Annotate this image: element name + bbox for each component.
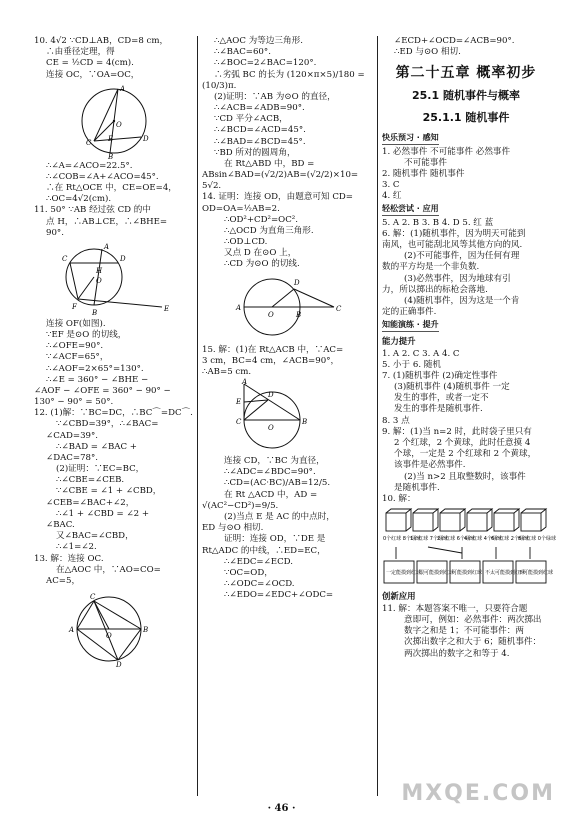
text-line: 1. 必然事件 不可能事件 必然事件 [382,146,511,157]
text-line: ∠ECD+∠OCD=∠ACB=90°. [394,36,515,46]
text-line: 个球，一定是 2 个红球和 2 个黄球， [394,449,537,460]
circle-figure-q13 [34,589,184,670]
text-line: 在 Rt △ACD 中，AD = [224,489,318,500]
svg-text:A: A [242,378,248,387]
text-line: 又点 D 在⊙O 上， [224,248,297,259]
svg-text:C: C [90,593,96,602]
svg-text:C: C [62,254,68,263]
text-line: ∴∠BCD=∠ACD=45°. [214,125,306,136]
svg-text:D: D [120,254,126,263]
text-line: 南风，也可能刮北风等其他方向的风. [382,240,523,251]
box-top-label: 0个红球 8个绿球 [383,536,421,543]
svg-text:E: E [236,398,242,407]
text-line: ∴∠BOC=2∠BAC=120°. [214,58,317,69]
text-line: ∴∠EDO=∠EDC+∠ODC= [224,590,334,601]
text-line: ∴由垂径定理，得 [46,47,115,58]
svg-text:E: E [164,304,170,313]
box-bottom-label: 一定能摸到红球 [386,570,422,577]
text-line: ∴∠ADC=∠BDC=90°. [224,467,316,478]
text-line: ∴∠A=∠ACO=22.5°. [46,160,133,171]
text-line: 证明：连接 OD，∵DE 是 [224,534,326,545]
text-line: 2. 随机事件 随机事件 [382,168,465,179]
svg-text:C: C [86,138,92,147]
text-line: OD=OA=½AB=2. [202,203,280,214]
text-line: ∴∠COB=∠A+∠ACO=45°. [46,171,159,182]
svg-text:A: A [69,626,75,635]
svg-text:B: B [92,308,98,317]
svg-text:A: A [120,84,126,93]
subheading-innovation: 创新应用 [382,591,416,602]
text-line: √(AC²−CD²)=9/5. [202,500,279,511]
section-badge-practice: 知能演练 · 提升 [382,320,439,331]
text-line: 又∠BAC=∠CBD， [56,531,134,542]
text-line: 在 Rt△ABD 中，BD = [224,158,315,169]
page-number: · 46 · [267,803,296,814]
text-line: (4)随机事件，因为这是一个肯 [404,295,520,306]
text-line: ∴∠CBE=∠CEB. [56,475,125,486]
text-line: 3 cm，BC=4 cm，∠ACB=90°， [202,355,340,366]
text-line: ∵OC=OD， [224,567,273,578]
column-divider-1 [197,36,198,796]
text-line: ∵∠ACF=65°， [46,352,109,363]
svg-text:A: A [104,242,110,251]
text-line: ∴∠1=∠2. [56,542,97,553]
box-bottom-label: 不可能摸到红球 [518,570,554,577]
text-line: 数的平方均是一个非负数. [382,262,480,273]
text-line: ABsin∠BAD=(√2/2)AB=(√2/2)×10= [202,170,359,181]
text-line: 10. 解： [382,493,416,504]
box-bottom-label: 很可能摸到红球 [419,570,455,577]
probability-boxes-diagram [382,507,556,589]
text-line: (3)必然事件，因为地球有引 [404,273,511,284]
watermark-logo: MXQE.COM [401,781,555,807]
column-2 [202,36,372,601]
circle-figure-q10 [34,83,184,159]
text-line: ∴OD²+CD²=OC². [224,214,298,225]
text-line: 6. 解：(1)随机事件，因为明天可能到 [382,228,526,239]
text-line: (2)证明：∵AB 为⊙O 的直径， [214,91,336,102]
svg-text:B: B [302,418,308,427]
box-top-label: 2个红球 6个绿球 [437,536,475,543]
svg-text:O: O [268,424,274,433]
subheading-ability: 能力提升 [382,335,416,346]
text-line: ∠AOF − ∠OFE = 360° − 90° − [34,385,171,396]
svg-text:D: D [143,134,149,143]
text-line: 5. 小于 6. 随机 [382,359,441,370]
text-line: 11. 50° ∵AB 经过弦 CD 的中 [34,205,151,216]
text-line: 次掷出数字之和大于 6；随机事件： [404,637,542,648]
text-line: AC=5， [46,575,81,586]
text-line: ∴AB=5 cm. [202,366,252,377]
circle-tangent-figure-q14 [202,273,362,343]
text-line: 连接 OC，∵OA=OC， [46,69,140,80]
text-line: 3. C [382,180,400,191]
text-line: ∵∠CBE = ∠1 + ∠CBD， [56,486,162,497]
text-line: (2)不可能事件，因为任何有理 [404,251,520,262]
svg-text:F: F [72,302,77,311]
subsection-title: 25.1.1 随机事件 [422,110,510,124]
text-line: ∠DAC=78°. [46,452,99,463]
text-line: 90°. [46,227,64,238]
text-line: ∴CD=(AC·BC)/AB=12/5. [224,478,331,489]
text-line: 发生的事件是随机事件. [394,404,483,415]
svg-text:H: H [96,266,103,275]
text-line: 12. (1)解：∵BC=DC，∴BC⌒=DC⌒. [34,408,193,419]
text-line: 两次掷出的数字之和等于 4. [404,648,510,659]
svg-text:C: C [336,304,342,313]
svg-text:O: O [268,310,274,319]
svg-text:B: B [143,626,149,635]
text-line: 是随机事件. [394,482,440,493]
chapter-title: 第二十五章 概率初步 [395,65,537,82]
text-line: ∴CD 为⊙O 的切线. [224,259,300,270]
text-line: 11. 解：本题答案不唯一，只要符合题 [382,603,528,614]
text-line: ∴在 Rt△OCE 中，CE=OE=4， [46,183,177,194]
text-line: 10. 4√2 ∵CD⊥AB，CD=8 cm， [34,36,169,46]
text-line: 5. A 2. B 3. B 4. D 5. 红 蓝 [382,217,494,228]
text-line: (2)证明：∵EC=BC， [56,464,145,475]
text-line: 不可能事件 [404,157,447,168]
box-top-label: 8个红球 0个绿球 [518,536,556,543]
text-line: (2)当 n>2 且取整数时，该事件 [404,471,526,482]
svg-text:O: O [106,632,112,641]
text-line: ∴△OCD 为直角三角形. [224,225,314,236]
text-line: 发生的事件，或者一定不 [394,393,489,404]
text-line: ED 与⊙O 相切. [202,523,264,534]
text-line: ∴∠BAD=∠BCD=45°. [214,136,306,147]
text-line: ∴∠ACB=∠ADB=90°. [214,103,305,114]
text-line: CE = ½CD = 4(cm). [46,58,134,69]
text-line: ∵∠CBD=39°，∴∠BAC= [56,419,159,430]
text-line: ∴△AOC 为等边三角形. [214,36,303,46]
text-line: 点 H，∴AB⊥CE，∴∠BHE= [46,216,168,227]
box-bottom-label: 不太可能摸到红球 [485,570,526,577]
text-line: 1. A 2. C 3. A 4. C [382,348,460,359]
text-line: ∠CAD=39°. [46,430,99,441]
svg-text:D: D [268,391,274,400]
box-top-label: 6个红球 2个绿球 [491,536,529,543]
circle-triangle-figure-q15 [202,380,362,454]
column-1 [34,36,194,669]
text-line: ∵CD 平分∠ACB， [214,114,288,125]
section-badge-preview: 快乐预习 · 感知 [382,133,439,144]
section-title: 25.1 随机事件与概率 [412,88,520,102]
svg-text:D: D [116,661,122,670]
text-line: 7. (1)随机事件 (2)确定性事件 [382,370,498,381]
column-divider-2 [377,36,378,796]
svg-text:B: B [296,310,302,319]
text-line: 8. 3 点 [382,415,410,426]
text-line: 定的正确事件. [382,307,437,318]
text-line: 14. 证明：连接 OD，由题意可知 CD= [202,192,353,203]
text-line: ∴∠ODC=∠OCD. [224,579,295,590]
text-line: 该事件是必然事件. [394,460,466,471]
text-line: ∠CEB=∠BAC+∠2， [46,497,135,508]
text-line: 5√2. [202,181,222,192]
box-top-label: 4个红球 4个绿球 [464,536,502,543]
svg-text:B: B [108,152,114,161]
text-line: ∴∠E = 360° − ∠BHE − [46,374,149,385]
text-line: Rt△ADC 的中线，∴ED=EC， [202,545,326,556]
text-line: ∴∠BAD = ∠BAC + [56,441,137,452]
text-line: (3)随机事件 (4)随机事件 一定 [394,382,510,393]
box-bottom-label: 可能摸到红球 [452,570,483,577]
text-line: ∵BD 所对的圆周角， [214,147,296,158]
svg-text:D: D [294,278,300,287]
text-line: 意即可，例如：必然事件：两次掷出 [404,615,542,626]
text-line: ∴OD⊥CD. [224,237,268,248]
text-line: ∠BAC. [46,519,75,530]
text-line: ∴∠AOF=2×65°=130°. [46,363,144,374]
text-line: 2 个红球，2 个黄球，此时任意摸 4 [394,438,531,448]
text-line: ∴ED 与⊙O 相切. [394,47,461,58]
text-line: 4. 红 [382,191,402,202]
text-line: (2)当点 E 是 AC 的中点时， [224,511,335,522]
svg-text:E: E [108,134,114,143]
svg-text:C: C [236,418,242,427]
text-line: ∴劣弧 BC 的长为 (120×π×5)/180 = [214,69,365,80]
svg-text:O: O [96,276,102,285]
text-line: ∴∠EDC=∠ECD. [224,556,293,567]
box-top-label: 1个红球 7个绿球 [410,536,448,543]
section-badge-try: 轻松尝试 · 应用 [382,204,439,215]
circle-figure-q11 [34,241,184,317]
text-line: ∴∠OFE=90°. [46,341,104,352]
svg-text:O: O [116,120,122,129]
text-line: 力，所以掷出的标枪会落地. [382,284,488,295]
text-line: ∴∠BAC=60°. [214,47,271,58]
text-line: ∴∠1 + ∠CBD = ∠2 + [56,508,150,519]
text-line: 连接 OF(如图). [46,318,106,329]
svg-text:A: A [236,303,242,312]
text-line: 15. 解：(1)在 Rt△ACB 中，∵AC= [202,344,344,355]
column-3 [382,36,556,660]
text-line: 9. 解：(1)当 n=2 时，此时袋子里只有 [382,426,532,437]
text-line: (10/3)π. [202,80,237,91]
text-line: ∴OC=4√2(cm). [46,194,112,205]
text-line: 连接 CD，∵BC 为直径， [224,456,325,467]
text-line: ∵EF 是⊙O 的切线， [46,330,127,341]
text-line: 130° − 90° = 50°. [34,397,114,408]
text-line: 13. 解：连接 OC. [34,553,104,564]
text-line: 在△AOC 中，∵AO=CO= [56,564,161,575]
text-line: 数字之和是 1；不可能事件：两 [404,626,524,637]
